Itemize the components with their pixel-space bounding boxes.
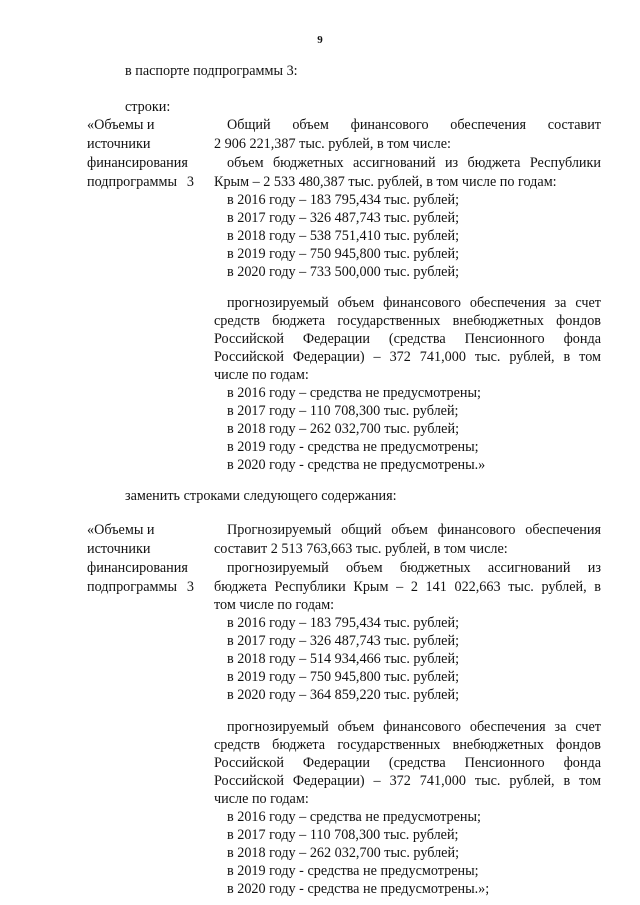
old-pension-year: в 2017 году – 110 708,300 тыс. рублей;	[227, 403, 459, 419]
page-number: 9	[317, 34, 323, 46]
new-budget-line: том числе по годам:	[214, 597, 335, 613]
old-pension-line: средств бюджета государственных внебюджетных фондов	[214, 313, 601, 329]
intro-text: в паспорте подпрограммы 3:	[125, 63, 298, 79]
new-pension-year: в 2020 году - средства не предусмотрены.»;	[227, 881, 490, 897]
new-budget-year: в 2018 году – 514 934,466 тыс. рублей;	[227, 651, 460, 667]
new-pension-line: средств бюджета государственных внебюджетных фондов	[214, 737, 601, 753]
new-label-line: «Объемы и	[87, 522, 155, 538]
old-pension-year: в 2018 году – 262 032,700 тыс. рублей;	[227, 421, 460, 437]
new-budget-line: бюджета Республики Крым – 2 141 022,663 тыс. рублей, в	[214, 579, 601, 595]
new-total-line: составит 2 513 763,663 тыс. рублей, в том числе:	[214, 541, 508, 557]
old-total-line: 2 906 221,387 тыс. рублей, в том числе:	[214, 136, 451, 152]
old-pension-line: числе по годам:	[214, 367, 309, 383]
old-pension-year: в 2019 году - средства не предусмотрены;	[227, 439, 479, 455]
old-label-line: финансирования	[87, 155, 188, 171]
new-pension-year: в 2019 году - средства не предусмотрены;	[227, 863, 479, 879]
rows-label: строки:	[125, 99, 171, 115]
old-pension-line: Российской Федерации) – 372 741,000 тыс. рублей, в том	[214, 349, 601, 365]
new-budget-year: в 2020 году – 364 859,220 тыс. рублей;	[227, 687, 460, 703]
old-budget-year: в 2016 году – 183 795,434 тыс. рублей;	[227, 192, 460, 208]
new-pension-line: прогнозируемый объем финансового обеспечения за счет	[227, 719, 601, 735]
new-label-line: подпрограммы 3	[87, 579, 194, 595]
new-budget-line: прогнозируемый объем бюджетных ассигнований из	[227, 560, 601, 576]
new-pension-year: в 2016 году – средства не предусмотрены;	[227, 809, 481, 825]
new-label-line: источники	[87, 541, 151, 557]
replace-label: заменить строками следующего содержания:	[125, 488, 397, 504]
new-pension-line: Российской Федерации (средства Пенсионного фонда	[214, 755, 601, 771]
old-budget-year: в 2017 году – 326 487,743 тыс. рублей;	[227, 210, 460, 226]
old-budget-year: в 2019 году – 750 945,800 тыс. рублей;	[227, 246, 460, 262]
old-total-line: Общий объем финансового обеспечения составит	[227, 117, 601, 133]
new-budget-year: в 2017 году – 326 487,743 тыс. рублей;	[227, 633, 460, 649]
old-label-line: подпрограммы 3	[87, 174, 194, 190]
new-pension-year: в 2018 году – 262 032,700 тыс. рублей;	[227, 845, 460, 861]
old-budget-line: Крым – 2 533 480,387 тыс. рублей, в том числе по годам:	[214, 174, 557, 190]
old-label-line: «Объемы и	[87, 117, 155, 133]
old-label-line: источники	[87, 136, 151, 152]
new-budget-year: в 2016 году – 183 795,434 тыс. рублей;	[227, 615, 460, 631]
new-label-line: финансирования	[87, 560, 188, 576]
new-pension-line: Российской Федерации) – 372 741,000 тыс. рублей, в том	[214, 773, 601, 789]
new-pension-line: числе по годам:	[214, 791, 309, 807]
new-budget-year: в 2019 году – 750 945,800 тыс. рублей;	[227, 669, 460, 685]
new-total-line: Прогнозируемый общий объем финансового обеспечения	[227, 522, 601, 538]
old-pension-year: в 2020 году - средства не предусмотрены.»	[227, 457, 486, 473]
new-pension-year: в 2017 году – 110 708,300 тыс. рублей;	[227, 827, 459, 843]
old-pension-line: Российской Федерации (средства Пенсионного фонда	[214, 331, 601, 347]
old-budget-year: в 2018 году – 538 751,410 тыс. рублей;	[227, 228, 460, 244]
old-budget-year: в 2020 году – 733 500,000 тыс. рублей;	[227, 264, 460, 280]
old-pension-line: прогнозируемый объем финансового обеспечения за счет	[227, 295, 601, 311]
old-pension-year: в 2016 году – средства не предусмотрены;	[227, 385, 481, 401]
old-budget-line: объем бюджетных ассигнований из бюджета Республики	[227, 155, 601, 171]
